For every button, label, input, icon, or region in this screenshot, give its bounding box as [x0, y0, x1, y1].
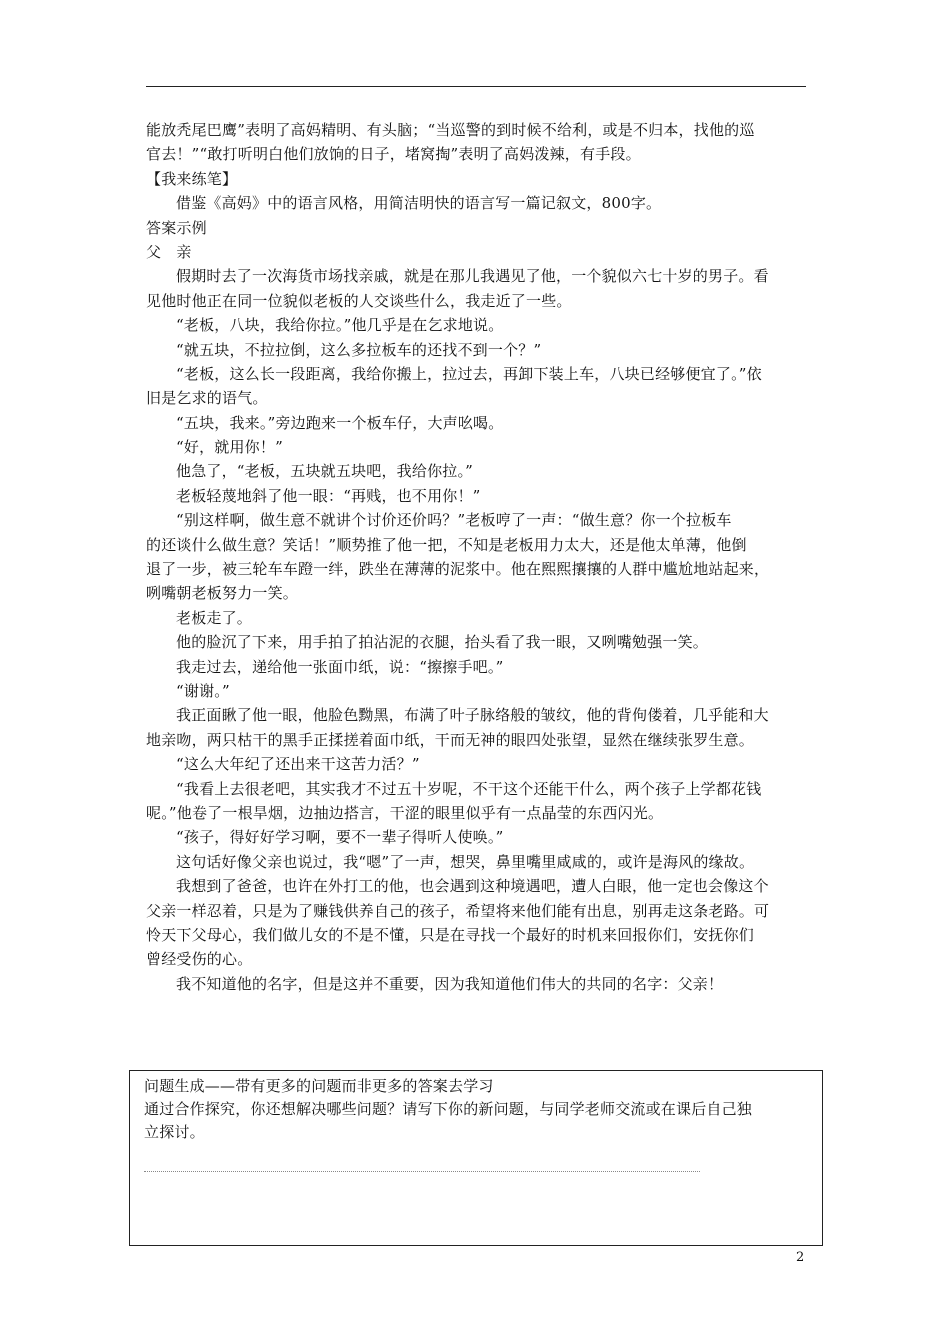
text-line: “这么大年纪了还出来干这苦力活？” — [176, 755, 420, 774]
question-box-instruction-line-2: 立探讨。 — [144, 1123, 205, 1141]
text-line: 退了一步，被三轮车车蹬一绊，跌坐在薄薄的泥浆中。他在熙熙攘攘的人群中尴尬地站起来， — [146, 560, 770, 579]
text-line: 旧是乞求的语气。 — [146, 389, 268, 408]
text-line: 老板轻蔑地斜了他一眼：“再贱，也不用你！” — [176, 486, 481, 505]
text-line: 呢。”他卷了一根旱烟，边抽边搭言，干涩的眼里似乎有一点晶莹的东西闪光。 — [146, 803, 664, 822]
header-rule — [146, 86, 806, 87]
text-line: 这句话好像父亲也说过，我“嗯”了一声，想哭，鼻里嘴里咸咸的，或许是海风的缘故。 — [176, 852, 755, 871]
text-line: 咧嘴朝老板努力一笑。 — [146, 584, 299, 603]
text-line: 父亲一样忍着，只是为了赚钱供养自己的孩子，希望将来他们能有出息，别再走这条老路。可 — [146, 901, 770, 920]
text-line: “谢谢。” — [176, 681, 230, 700]
text-line: 【我来练笔】 — [146, 169, 238, 188]
text-line: 他急了，“老板，五块就五块吧，我给你拉。” — [176, 462, 474, 481]
text-line: 父 亲 — [146, 242, 192, 261]
answer-writing-line[interactable] — [144, 1171, 700, 1172]
text-line: “别这样啊，做生意不就讲个讨价还价吗？”老板哼了一声：“做生意？你一个拉板车 — [176, 511, 732, 530]
text-line: 地亲吻，两只枯干的黑手正揉搓着面巾纸，干而无神的眼四处张望，显然在继续张罗生意。 — [146, 730, 755, 749]
text-line: 官去！”“敢打听明白他们放饷的日子，堵窝掏”表明了高妈泼辣，有手段。 — [146, 145, 641, 164]
question-box — [129, 1070, 823, 1246]
text-line: 的还谈什么做生意？笑话！”顺势推了他一把，不知是老板用力太大，还是他太单薄，他倒 — [146, 535, 747, 554]
text-line: 我走过去，递给他一张面巾纸，说：“擦擦手吧。” — [176, 657, 504, 676]
text-line: 见他时他正在同一位貌似老板的人交谈些什么，我走近了一些。 — [146, 291, 572, 310]
question-box-instruction-line-1: 通过合作探究，你还想解决哪些问题？请写下你的新问题，与同学老师交流或在课后自己独 — [144, 1100, 753, 1118]
question-box-title: 问题生成——带有更多的问题而非更多的答案去学习 — [144, 1077, 494, 1095]
text-line: “老板，八块，我给你拉。”他几乎是在乞求地说。 — [176, 316, 504, 335]
text-line: “好，就用你！” — [176, 438, 283, 457]
text-line: 他的脸沉了下来，用手拍了拍沾泥的衣腿，抬头看了我一眼，又咧嘴勉强一笑。 — [176, 633, 709, 652]
text-line: “孩子，得好好学习啊，要不一辈子得听人使唤。” — [176, 828, 504, 847]
text-line: 答案示例 — [146, 218, 207, 237]
text-line: 我想到了爸爸，也许在外打工的他，也会遇到这种境遇吧，遭人白眼，他一定也会像这个 — [176, 877, 769, 896]
text-line: 假期时去了一次海货市场找亲戚，就是在那儿我遇见了他，一个貌似六七十岁的男子。看 — [176, 267, 769, 286]
text-line: “就五块，不拉拉倒，这么多拉板车的还找不到一个？” — [176, 340, 542, 359]
document-body — [146, 118, 806, 996]
text-line: 怜天下父母心，我们做儿女的不是不懂，只是在寻找一个最好的时机来回报你们，安抚你们 — [146, 925, 755, 944]
text-line: 我不知道他的名字，但是这并不重要，因为我知道他们伟大的共同的名字：父亲！ — [176, 974, 724, 993]
text-line: 借鉴《高妈》中的语言风格，用简洁明快的语言写一篇记叙文，800字。 — [176, 194, 662, 213]
text-line: “我看上去很老吧，其实我才不过五十岁呢，不干这个还能干什么，两个孩子上学都花钱 — [176, 779, 762, 798]
text-line: 曾经受伤的心。 — [146, 950, 253, 969]
page-number: 2 — [796, 1250, 805, 1265]
text-line: 老板走了。 — [176, 608, 253, 627]
text-line: 能放秃尾巴鹰”表明了高妈精明、有头脑；“当巡警的到时候不给利，或是不归本，找他的巡 — [146, 121, 755, 139]
text-line: 我正面瞅了他一眼，他脸色黝黑，布满了叶子脉络般的皱纹，他的背佝偻着，几乎能和大 — [176, 706, 769, 725]
text-line: “五块，我来。”旁边跑来一个板车仔，大声吆喝。 — [176, 413, 504, 432]
text-line: “老板，这么长一段距离，我给你搬上，拉过去，再卸下装上车，八块已经够便宜了。”依 — [176, 364, 762, 383]
